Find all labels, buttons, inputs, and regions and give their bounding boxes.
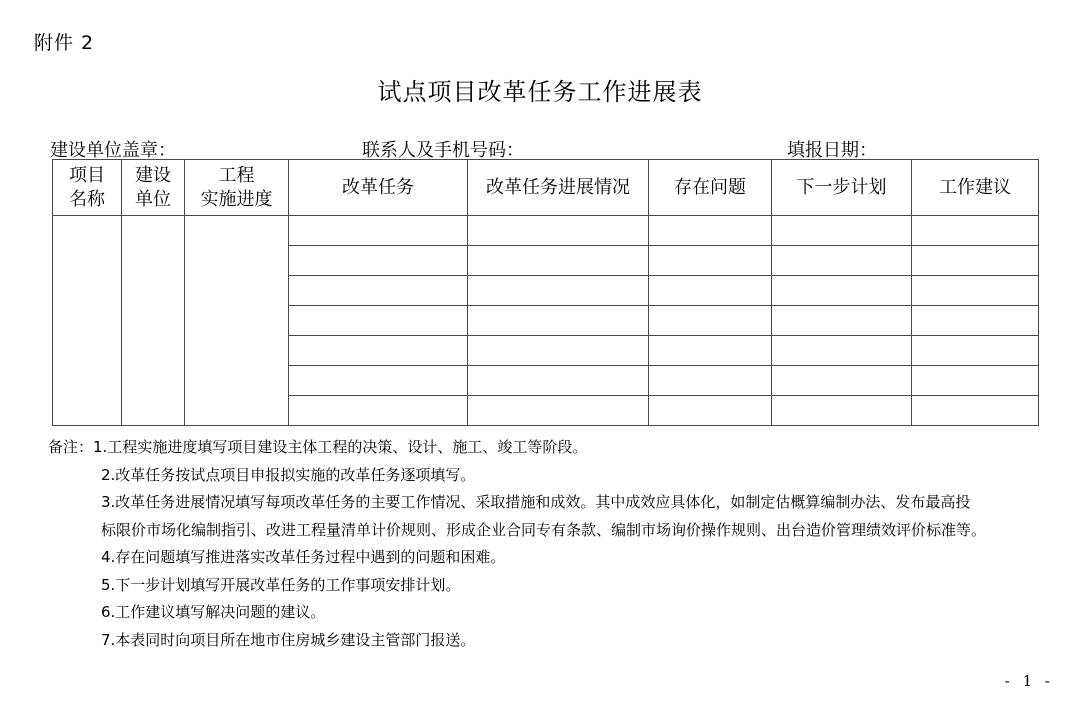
notes-section bbox=[48, 434, 1058, 654]
cell-reform-task[interactable] bbox=[289, 216, 468, 246]
cell-task-progress[interactable] bbox=[468, 366, 649, 396]
cell-project-name[interactable] bbox=[53, 216, 122, 426]
note-item bbox=[48, 627, 1058, 655]
cell-suggestions[interactable] bbox=[912, 366, 1039, 396]
notes-prefix: 备注： bbox=[48, 438, 94, 456]
note-item bbox=[48, 434, 1058, 462]
header-problems bbox=[649, 160, 772, 216]
note-item bbox=[48, 489, 1058, 517]
note-text: 1.工程实施进度填写项目建设主体工程的决策、设计、施工、竣工等阶段。 bbox=[93, 438, 588, 456]
header-task-progress bbox=[468, 160, 649, 216]
cell-task-progress[interactable] bbox=[468, 216, 649, 246]
cell-next-plan[interactable] bbox=[772, 276, 912, 306]
cell-reform-task[interactable] bbox=[289, 336, 468, 366]
note-text: 4.存在问题填写推进落实改革任务过程中遇到的问题和困难。 bbox=[101, 548, 506, 566]
seal-label: 建设单位盖章： bbox=[50, 140, 176, 161]
cell-task-progress[interactable] bbox=[468, 276, 649, 306]
header-implementation-progress bbox=[185, 160, 289, 216]
cell-suggestions[interactable] bbox=[912, 306, 1039, 336]
contact-label: 联系人及手机号码： bbox=[362, 140, 524, 161]
progress-table bbox=[52, 159, 1039, 426]
header-reform-task bbox=[289, 160, 468, 216]
cell-next-plan[interactable] bbox=[772, 396, 912, 426]
header-line: 下一步计划 bbox=[796, 176, 887, 198]
header-project-name bbox=[53, 160, 122, 216]
header-line: 存在问题 bbox=[674, 176, 746, 198]
date-label: 填报日期： bbox=[787, 140, 877, 161]
cell-suggestions[interactable] bbox=[912, 396, 1039, 426]
attachment-label: 附件 2 bbox=[34, 32, 95, 54]
cell-next-plan[interactable] bbox=[772, 336, 912, 366]
note-text: 5.下一步计划填写开展改革任务的工作事项安排计划。 bbox=[101, 575, 461, 594]
header-line: 工程 bbox=[218, 164, 255, 186]
cell-problems[interactable] bbox=[649, 216, 772, 246]
note-text: 2.改革任务按试点项目申报拟实施的改革任务逐项填写。 bbox=[101, 465, 476, 484]
note-item bbox=[48, 544, 1058, 572]
page-number: - 1 - bbox=[1004, 672, 1054, 690]
note-item bbox=[48, 572, 1058, 600]
cell-construction-unit[interactable] bbox=[122, 216, 185, 426]
cell-task-progress[interactable] bbox=[468, 396, 649, 426]
table-row bbox=[53, 216, 1039, 246]
note-text: 6.工作建议填写解决问题的建议。 bbox=[101, 603, 326, 621]
note-item-continued bbox=[48, 517, 1058, 545]
cell-task-progress[interactable] bbox=[468, 306, 649, 336]
table-body bbox=[53, 216, 1039, 426]
header-line: 工作建议 bbox=[939, 176, 1011, 198]
cell-suggestions[interactable] bbox=[912, 246, 1039, 276]
cell-next-plan[interactable] bbox=[772, 246, 912, 276]
cell-task-progress[interactable] bbox=[468, 336, 649, 366]
header-line: 项目 bbox=[69, 164, 105, 186]
header-next-plan bbox=[772, 160, 912, 216]
cell-next-plan[interactable] bbox=[772, 366, 912, 396]
cell-reform-task[interactable] bbox=[289, 366, 468, 396]
cell-suggestions[interactable] bbox=[912, 216, 1039, 246]
cell-task-progress[interactable] bbox=[468, 246, 649, 276]
header-construction-unit bbox=[122, 160, 185, 216]
note-item bbox=[48, 599, 1058, 627]
cell-reform-task[interactable] bbox=[289, 306, 468, 336]
cell-problems[interactable] bbox=[649, 396, 772, 426]
header-line: 单位 bbox=[135, 188, 171, 210]
cell-next-plan[interactable] bbox=[772, 216, 912, 246]
cell-suggestions[interactable] bbox=[912, 276, 1039, 306]
header-suggestions bbox=[912, 160, 1039, 216]
cell-implementation-progress[interactable] bbox=[185, 216, 289, 426]
header-line: 改革任务 bbox=[342, 176, 414, 198]
note-text: 3.改革任务进展情况填写每项改革任务的主要工作情况、采取措施和成效。其中成效应具体化，如制定估概算编制办法、发布最高投 bbox=[101, 493, 971, 511]
cell-suggestions[interactable] bbox=[912, 336, 1039, 366]
cell-problems[interactable] bbox=[649, 366, 772, 396]
note-item bbox=[48, 462, 1058, 490]
note-text: 7.本表同时向项目所在地市住房城乡建设主管部门报送。 bbox=[101, 630, 476, 649]
cell-reform-task[interactable] bbox=[289, 246, 468, 276]
header-line: 实施进度 bbox=[200, 188, 273, 210]
cell-problems[interactable] bbox=[649, 246, 772, 276]
page-title: 试点项目改革任务工作进展表 bbox=[377, 78, 703, 106]
cell-reform-task[interactable] bbox=[289, 276, 468, 306]
cell-reform-task[interactable] bbox=[289, 396, 468, 426]
header-line: 改革任务进展情况 bbox=[486, 176, 630, 198]
header-line: 名称 bbox=[69, 188, 105, 210]
table-header-row bbox=[53, 160, 1039, 216]
cell-next-plan[interactable] bbox=[772, 306, 912, 336]
note-text: 标限价市场化编制指引、改进工程量清单计价规则、形成企业合同专有条款、编制市场询价操作规则、出台造价管理绩效评价标准等。 bbox=[101, 520, 987, 539]
cell-problems[interactable] bbox=[649, 306, 772, 336]
cell-problems[interactable] bbox=[649, 276, 772, 306]
cell-problems[interactable] bbox=[649, 336, 772, 366]
header-line: 建设 bbox=[135, 164, 171, 186]
